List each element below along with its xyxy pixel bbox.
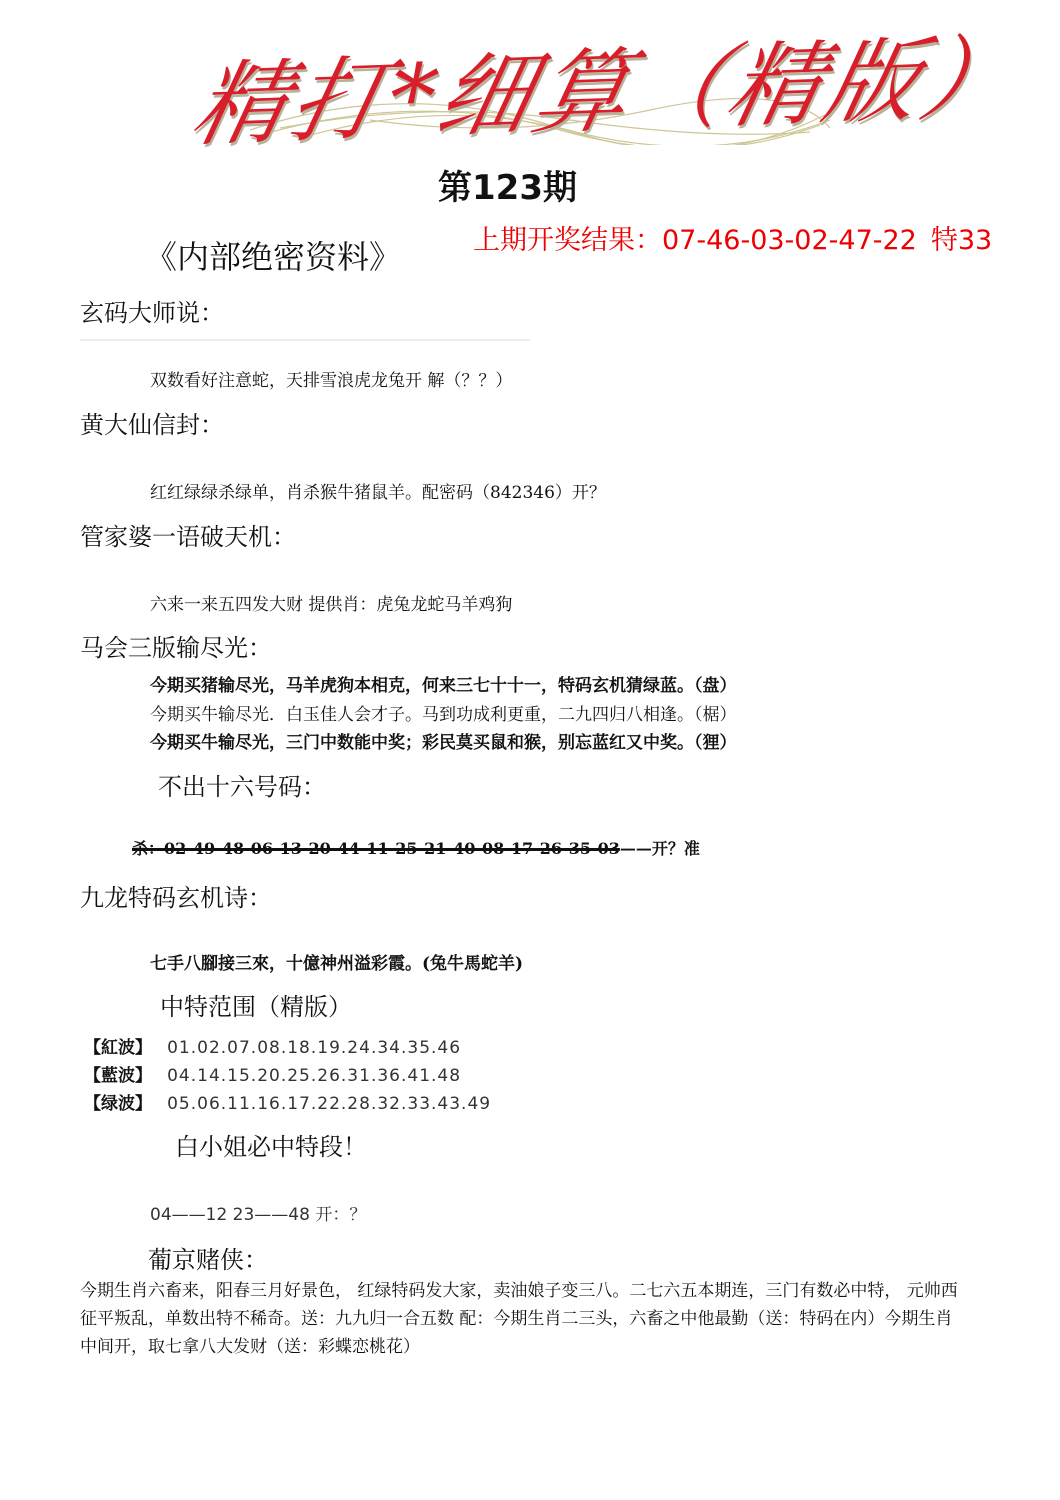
kill-numbers-line xyxy=(132,836,700,859)
wave-row-blue xyxy=(84,1061,461,1086)
mahui-line-1: 今期买猪输尽光，马羊虎狗本相克，何来三七十十一，特码玄机猜绿蓝。（盘） xyxy=(150,676,737,696)
wave-label: 【紅波】 xyxy=(84,1038,152,1058)
section-heading-pujing: 葡京赌侠： xyxy=(148,1246,268,1274)
divider xyxy=(80,339,530,341)
huangdaxian-line: 红红绿绿杀绿单，肖杀猴牛猪鼠羊。配密码（842346）开？ xyxy=(150,483,606,503)
pujing-paragraph: 今期生肖六畜来，阳春三月好景色， 红绿特码发大家，卖油娘子变三八。二七六五本期连，三门有数必中特， 元帅西征平叛乱，单数出特不稀奇。送：九九归一合五数 配：今期生肖二三头，六畜之中他最勤（送：特码在内）今期生肖中间开，取七拿八大发财（送：彩蝶恋桃花） xyxy=(80,1281,958,1357)
wave-numbers: 04.14.15.20.25.26.31.36.41.48 xyxy=(167,1066,462,1086)
wave-label: 【绿波】 xyxy=(84,1094,152,1114)
section-heading-jiulong: 九龙特码玄机诗： xyxy=(80,884,272,912)
last-result-numbers: 07-46-03-02-47-22 xyxy=(662,225,917,256)
wave-numbers: 01.02.07.08.18.19.24.34.35.46 xyxy=(167,1038,462,1058)
last-result-label: 上期开奖结果： xyxy=(473,225,662,256)
mahui-line-2: 今期买牛输尽光．白玉佳人会才子。马到功成利更重，二九四归八相逢。（椐） xyxy=(150,705,737,725)
document-title: 《内部绝密资料》 xyxy=(145,238,402,276)
section-heading-xuanma: 玄码大师说： xyxy=(80,299,224,327)
banner-title: 精打*细算（精版） xyxy=(183,23,1032,160)
jiulong-line: 七手八腳接三來，十億神州溢彩霞。(兔牛馬蛇羊) xyxy=(150,954,524,974)
kill-suffix: ——开？准 xyxy=(619,839,700,858)
section-heading-baixiaojie: 白小姐必中特段！ xyxy=(175,1133,367,1161)
baixiaojie-line: 04——12 23——48 开：？ xyxy=(150,1205,367,1225)
section-heading-guanjiapo: 管家婆一语破天机： xyxy=(80,523,296,551)
wave-numbers: 05.06.11.16.17.22.28.32.33.43.49 xyxy=(167,1094,492,1114)
issue-number: 第123期 xyxy=(438,168,577,208)
last-result-special: 特33 xyxy=(930,225,993,256)
wave-row-red xyxy=(84,1033,461,1058)
last-result xyxy=(473,218,992,257)
wave-row-green xyxy=(84,1089,491,1114)
section-heading-buchu: 不出十六号码： xyxy=(158,773,326,801)
guanjiapo-line: 六来一来五四发大财 提供肖：虎兔龙蛇马羊鸡狗 xyxy=(150,595,513,615)
kill-numbers: 02-49-48-06-13-20-44-11-25-21-40-08-17-26-35-03 xyxy=(164,839,620,858)
section-heading-mahui: 马会三版输尽光： xyxy=(80,634,272,662)
mahui-line-3: 今期买牛输尽光，三门中数能中奖；彩民莫买鼠和猴，别忘蓝红又中奖。（狸） xyxy=(150,733,737,753)
wave-label: 【藍波】 xyxy=(84,1066,152,1086)
kill-prefix: 杀： xyxy=(132,839,165,858)
section-heading-zhongte: 中特范围（精版） xyxy=(160,993,352,1021)
section-heading-huangdaxian: 黄大仙信封： xyxy=(80,411,224,439)
xuanma-line: 双数看好注意蛇，天排雪浪虎龙兔开 解（？？） xyxy=(150,371,513,391)
